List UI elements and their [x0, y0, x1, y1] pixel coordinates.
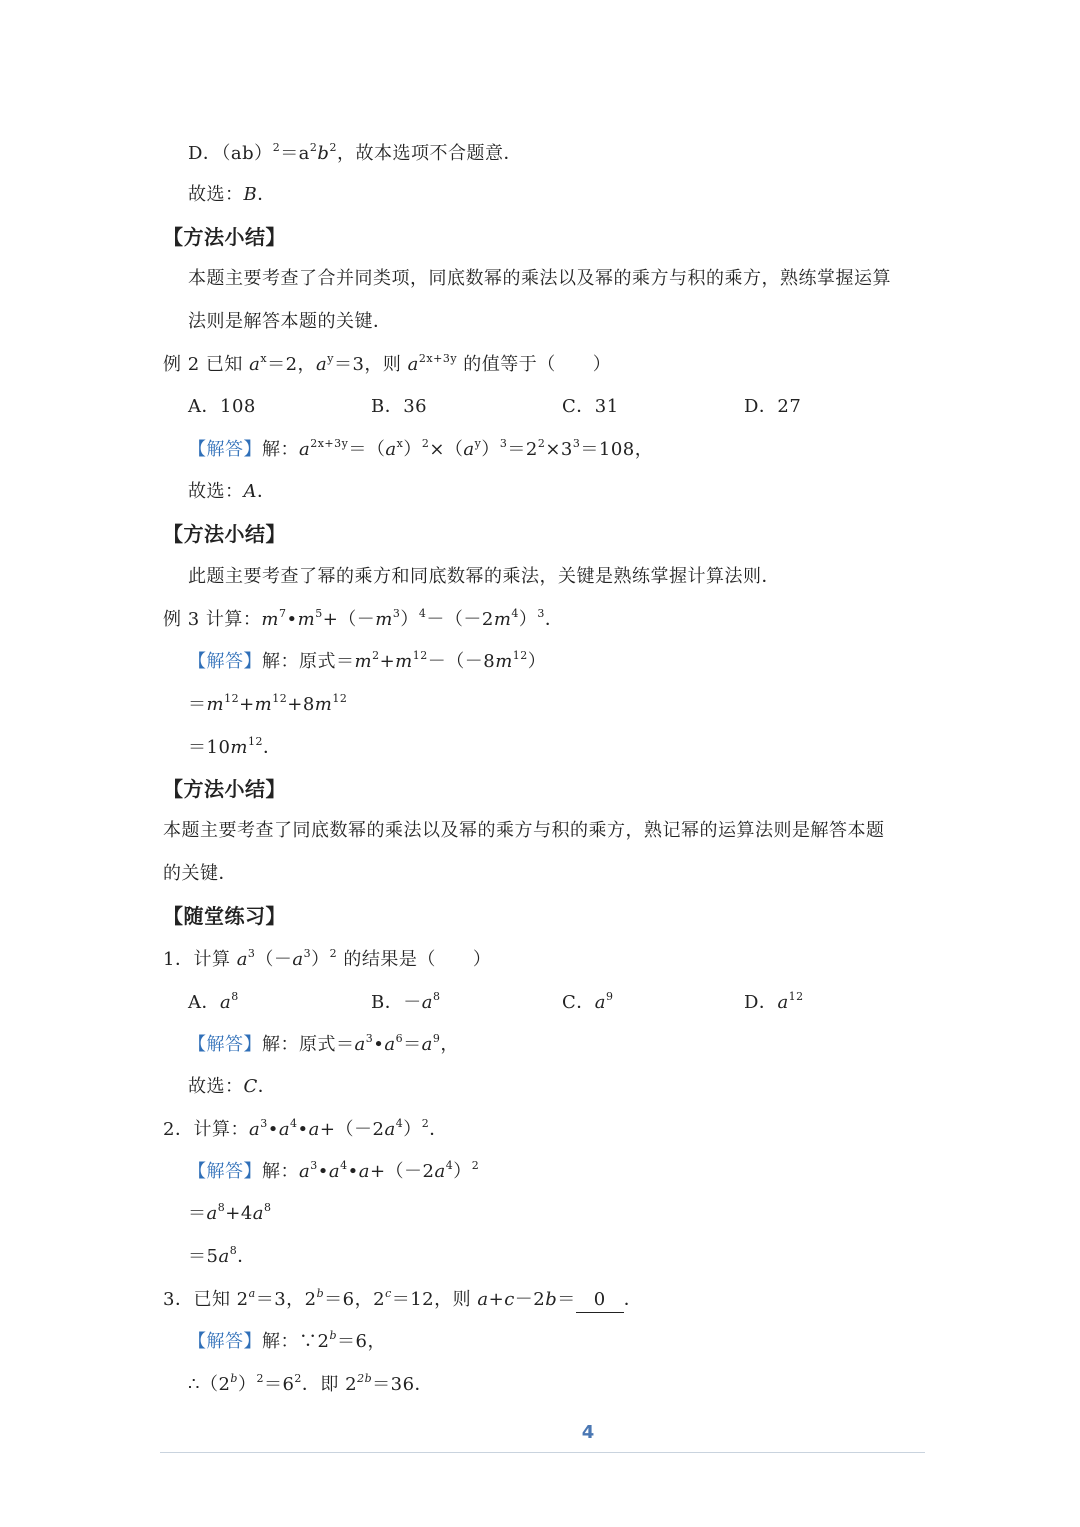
method-summary-heading-2: 【方法小结】: [163, 522, 286, 546]
option-c: C．$a^9$: [562, 990, 614, 1013]
practice-question-2: 2．计算：$a^3•a^4•a+(-2a^4)^2$．: [163, 1117, 448, 1140]
answer-select-b: 故选：B．: [188, 184, 276, 205]
summary-paragraph-3b: 的关键．: [163, 863, 237, 884]
example-3-solution-1: 【解答】解：原式$=m^2+m^{12}-(-8m^{12})$: [188, 649, 547, 672]
practice-2-solution-2: $=a^8+4a^8$: [188, 1201, 272, 1224]
answer-select-c: 故选：C．: [188, 1076, 277, 1097]
summary-paragraph-2: 此题主要考查了幂的乘方和同底数幂的乘法，关键是熟练掌握计算法则．: [188, 566, 780, 587]
method-summary-heading: 【方法小结】: [163, 225, 286, 249]
answer-select-a: 故选：A．: [188, 481, 276, 502]
option-b: B．$-a^8$: [371, 990, 441, 1013]
example-3-solution-2: $=m^{12}+m^{12}+8m^{12}$: [188, 692, 348, 715]
option-d: D．$a^{12}$: [744, 990, 804, 1013]
answer-blank: 0: [576, 1288, 624, 1313]
example-2-question: 例 2 已知 $a^x=2$，$a^y=3$，则 $a^{2x+3y}$ 的值等于（ ）: [163, 352, 612, 375]
option-c: C．31: [562, 396, 619, 417]
example-3-question: 例 3 计算：$m^7•m^5+(-m^3)^4-(-2m^4)^3$．: [163, 607, 564, 630]
option-a: A．108: [188, 396, 256, 417]
practice-1-solution: 【解答】解：原式$=a^3•a^6=a^9$，: [188, 1032, 459, 1055]
option-b: B．36: [371, 396, 428, 417]
example-2-solution: 【解答】解：$a^{2x+3y}=(a^x)^2\times(a^y)^3=2^2\times 3^3=108$，: [188, 437, 654, 460]
summary-paragraph-1b: 法则是解答本题的关键．: [188, 311, 392, 332]
footer-divider: [160, 1452, 925, 1453]
practice-3-solution-2: $\therefore(2^b)^2=6^2$．即 $2^{2b}=36$．: [188, 1372, 434, 1395]
practice-heading: 【随堂练习】: [163, 904, 286, 928]
option-a: A．$a^8$: [188, 990, 239, 1013]
practice-question-1: 1．计算 $a^3(-a^3)^2$ 的结果是（ ）: [163, 947, 492, 970]
line-option-d: D．$(ab)^2=a^2b^2$，故本选项不合题意．: [188, 141, 522, 164]
option-d: D．27: [744, 396, 802, 417]
practice-3-solution-1: 【解答】解：$\because 2^b=6$，: [188, 1329, 386, 1352]
practice-question-3: 3．已知 $2^a=3$，$2^b=6$，$2^c=12$，则 a+c－2b＝ 0 ．: [163, 1288, 642, 1314]
method-summary-heading-3: 【方法小结】: [163, 777, 286, 801]
summary-paragraph-1a: 本题主要考查了合并同类项，同底数幂的乘法以及幂的乘方与积的乘方，熟练掌握运算: [188, 268, 891, 289]
page-number: 4: [581, 1422, 595, 1443]
practice-2-solution-3: $=5a^8$．: [188, 1244, 256, 1267]
practice-2-solution-1: 【解答】解：$a^3•a^4•a+(-2a^4)^2$: [188, 1159, 480, 1182]
example-3-solution-3: $=10m^{12}$．: [188, 735, 282, 758]
summary-paragraph-3a: 本题主要考查了同底数幂的乘法以及幂的乘方与积的乘方，熟记幂的运算法则是解答本题: [163, 820, 885, 841]
